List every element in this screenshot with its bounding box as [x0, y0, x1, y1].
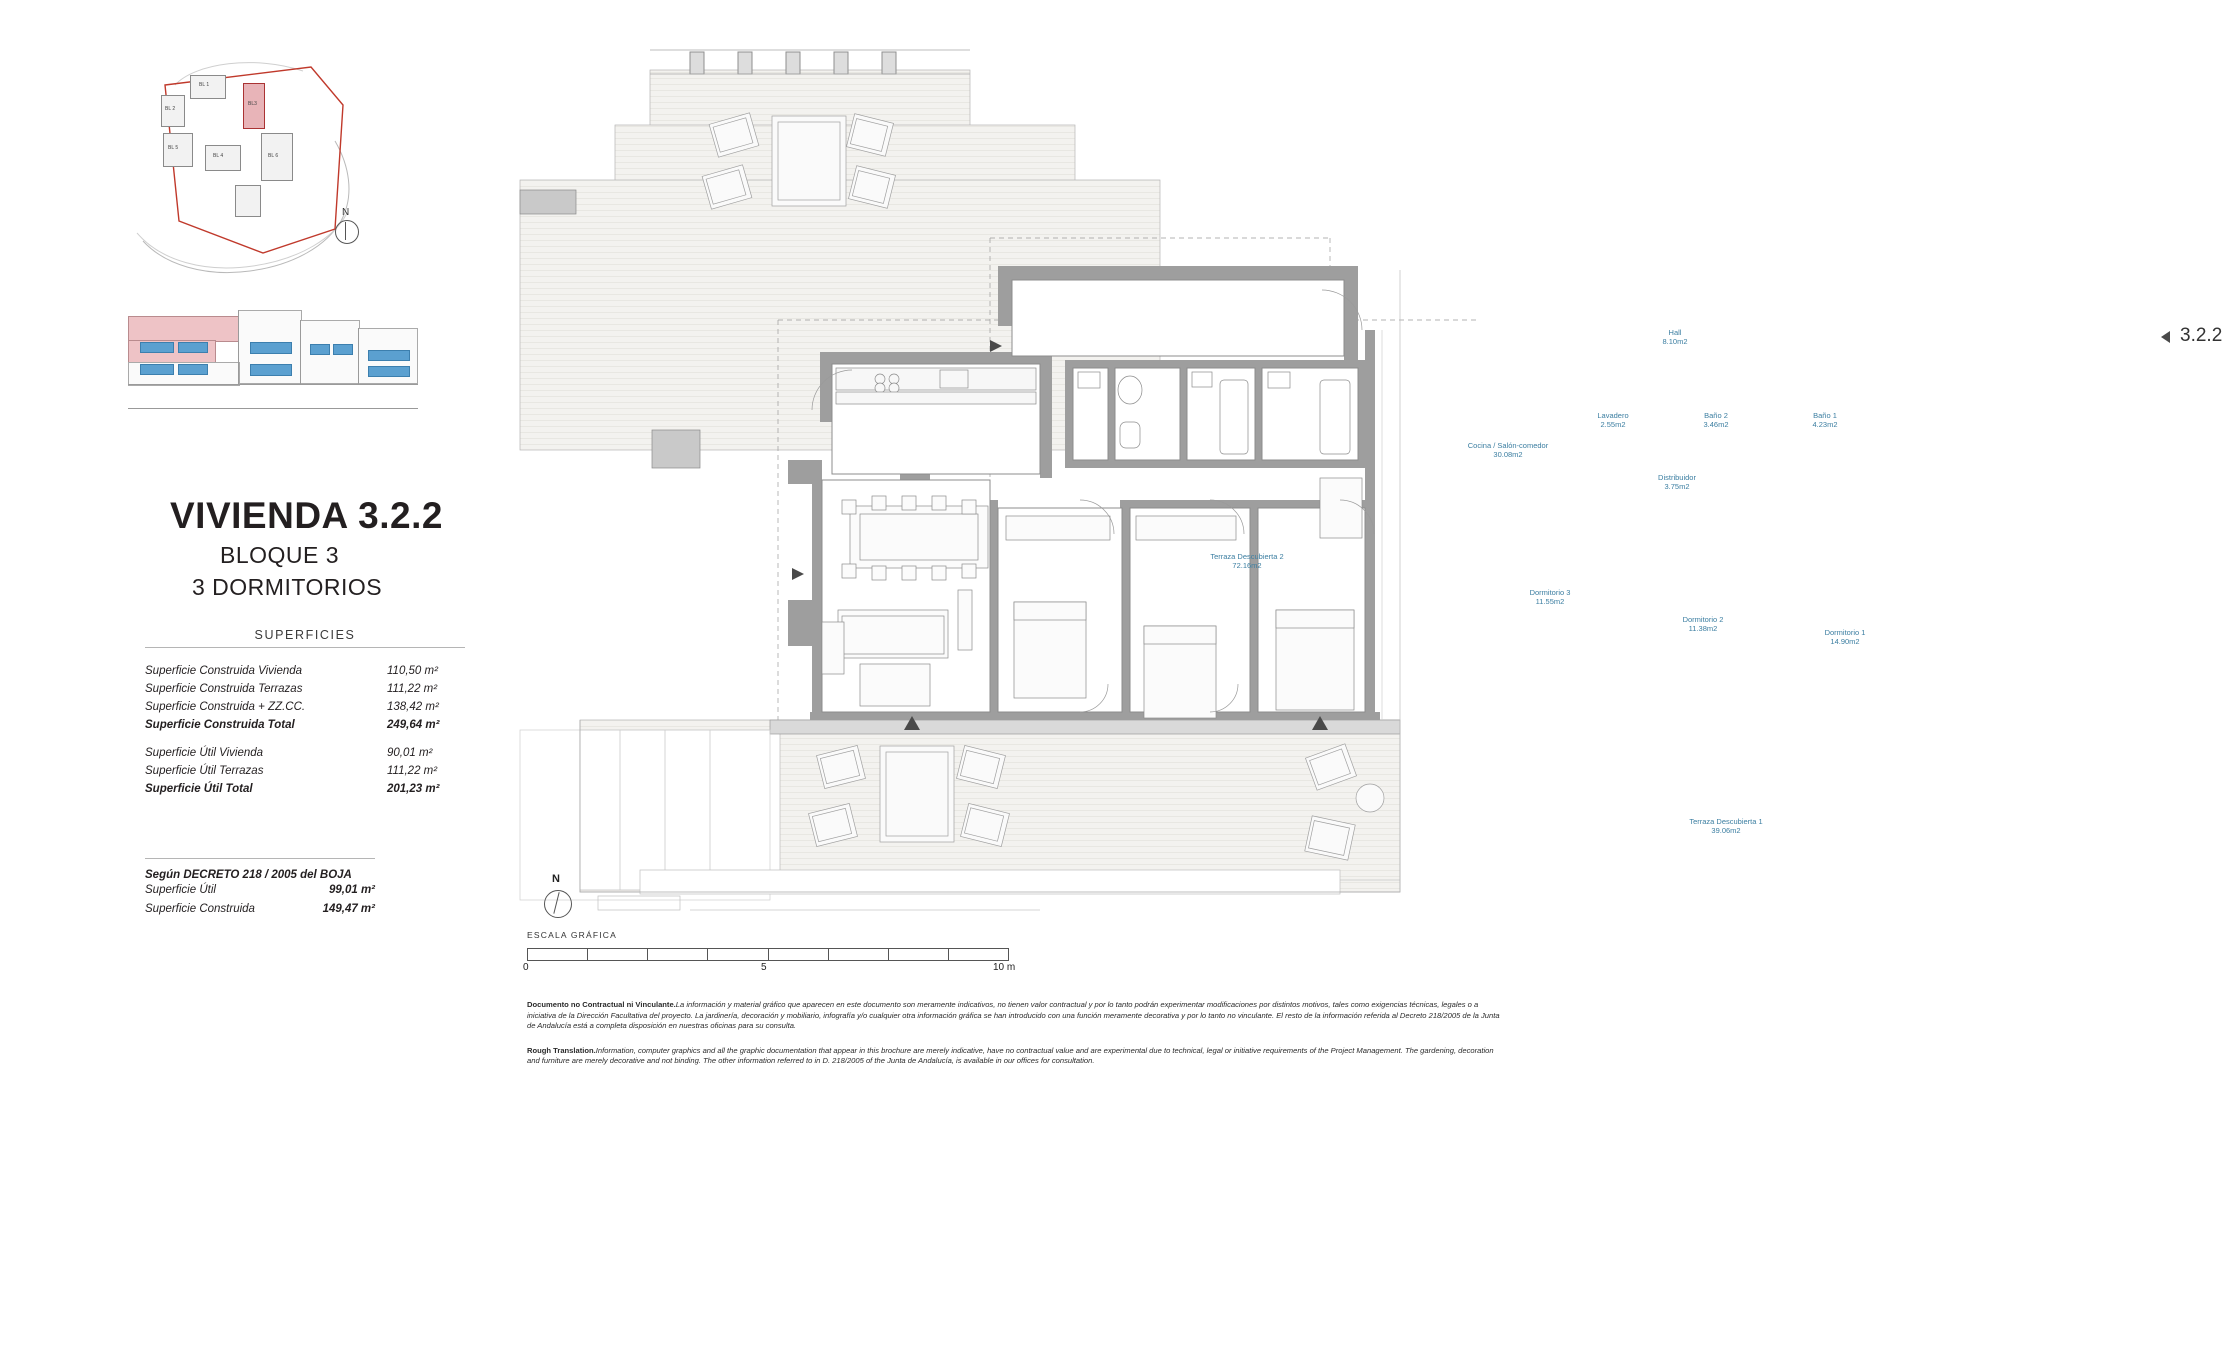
surface-row: Superficie Construida Vivienda 110,50 m² [145, 665, 438, 677]
north-letter-plan: N [552, 873, 560, 885]
room-label-dormitorio-2: Dormitorio 2 11.38m2 [1682, 615, 1724, 633]
bedrooms-label: 3 DORMITORIOS [192, 574, 383, 600]
decreto-title: Según DECRETO 218 / 2005 del BOJA [145, 869, 352, 881]
room-label-hall: Hall 8.10m2 [1662, 328, 1688, 346]
site-block-3-label: BL3 [248, 101, 257, 107]
scale-bar [527, 948, 1009, 961]
site-north-arrow [332, 208, 366, 248]
legal-disclaimer [527, 1000, 1507, 1081]
room-label-lavadero: Lavadero 2.55m2 [1597, 411, 1629, 429]
elevation-pink-block-upper [128, 316, 240, 342]
surfaces-table [145, 628, 465, 798]
page-title: VIVIENDA 3.2.2 [170, 495, 443, 536]
site-block-2-label: BL 2 [165, 106, 176, 112]
room-label-dormitorio-3: Dormitorio 3 11.55m2 [1529, 588, 1571, 606]
floor-plan [520, 30, 2222, 1150]
site-block-5-label: BL 5 [168, 145, 179, 151]
graphic-scale: ESCALA GRÁFICA 0 5 10 m [527, 930, 1167, 940]
site-block-4-label: BL 4 [213, 153, 224, 159]
plan-north-arrow [538, 875, 578, 925]
surface-row: Superficie Útil Vivienda 90,01 m² [145, 747, 433, 759]
left-info-column [60, 20, 460, 1120]
site-block-1-label: BL 1 [199, 82, 210, 88]
surface-row: Superficie Útil Terrazas 111,22 m² [145, 765, 438, 777]
elevation-window-5 [250, 342, 292, 354]
site-plan-thumbnail [135, 45, 395, 285]
legal-paragraph-es: Documento no Contractual ni Vinculante.La información y material gráfico que aparecen en este documento son meramente indicativos, no tienen valor contractual y por lo tanto podrán experimentar modificaciones por distintos motivos, tales como exigencias técnicas, legales o a iniciativa de la Dirección Facultativa del proyecto. La jardinería, decoración y mobiliario, infografía y/o cualquier otra información gráfica se han introducido con una función meramente decorativa y por lo tanto no vinculante. El resto de la información referida al Decreto 218/2005 de la Junta de Andalucía está a completa disposición en nuestras oficinas para su consulta. [527, 1000, 1500, 1030]
room-label-bano-2: Baño 2 3.46m2 [1703, 411, 1729, 429]
decreto-row: Superficie Construida 149,47 m² [145, 903, 375, 915]
legal-paragraph-en: Rough Translation.Information, computer graphics and all the graphic documentation that appear in this brochure are merely indicative, have no contractual value and are experimental due to technical, legal or initiative requirements of the Project Management. The gardening, decoration and furniture are merely decorative and not binding. The other information referred to in D. 218/2005 of the Junta de Andalucía, is available in our offices for consultation. [527, 1045, 1494, 1065]
room-label-terraza-descubierta-2: Terraza Descubierta 2 72.16m2 [1210, 552, 1284, 570]
decreto-row: Superficie Útil 99,01 m² [145, 884, 375, 896]
elevation-window-3 [140, 364, 174, 375]
room-label-distribuidor: Distribuidor 3.75m2 [1658, 473, 1696, 491]
floor-plan-drawing [520, 30, 1920, 1160]
surface-row-total-built: Superficie Construida Total 249,64 m² [145, 719, 440, 731]
elevation-ground-line [128, 384, 418, 385]
elevation-divider-3 [358, 328, 359, 384]
surface-row: Superficie Construida + ZZ.CC. 138,42 m² [145, 701, 439, 713]
room-label-cocina-salon-comedor: Cocina / Salón-comedor 30.08m2 [1467, 441, 1549, 459]
surface-row-total-usable: Superficie Útil Total 201,23 m² [145, 783, 440, 795]
legal-lead-es: Documento no Contractual ni Vinculante. [527, 1000, 676, 1009]
elevation-window-1 [140, 342, 174, 353]
elevation-window-7 [310, 344, 330, 355]
block-label: BLOQUE 3 [220, 542, 340, 568]
room-label-bano-1: Baño 1 4.23m2 [1812, 411, 1838, 429]
elevation-window-6 [250, 364, 292, 376]
elevation-window-9 [368, 350, 410, 361]
legal-lead-en: Rough Translation. [527, 1045, 596, 1055]
unit-code-label: 3.2.2 [2180, 325, 2222, 346]
elevation-window-4 [178, 364, 208, 375]
unit-code-pointer [2161, 331, 2170, 343]
site-block-6-label: BL 6 [268, 153, 279, 159]
building-elevation-thumbnail [128, 298, 418, 409]
elevation-divider-2 [300, 320, 301, 384]
room-label-terraza-descubierta-1: Terraza Descubierta 1 39.06m2 [1689, 817, 1763, 835]
site-block-7 [235, 185, 261, 217]
surface-row: Superficie Construida Terrazas 111,22 m² [145, 683, 438, 695]
elevation-window-10 [368, 366, 410, 377]
elevation-divider-1 [238, 310, 239, 384]
north-letter-site: N [342, 207, 350, 218]
decreto-table [145, 858, 375, 919]
elevation-window-2 [178, 342, 208, 353]
room-label-dormitorio-1: Dormitorio 1 14.90m2 [1824, 628, 1866, 646]
scale-title: ESCALA GRÁFICA [527, 930, 618, 940]
surfaces-heading: SUPERFICIES [254, 628, 356, 642]
elevation-window-8 [333, 344, 353, 355]
